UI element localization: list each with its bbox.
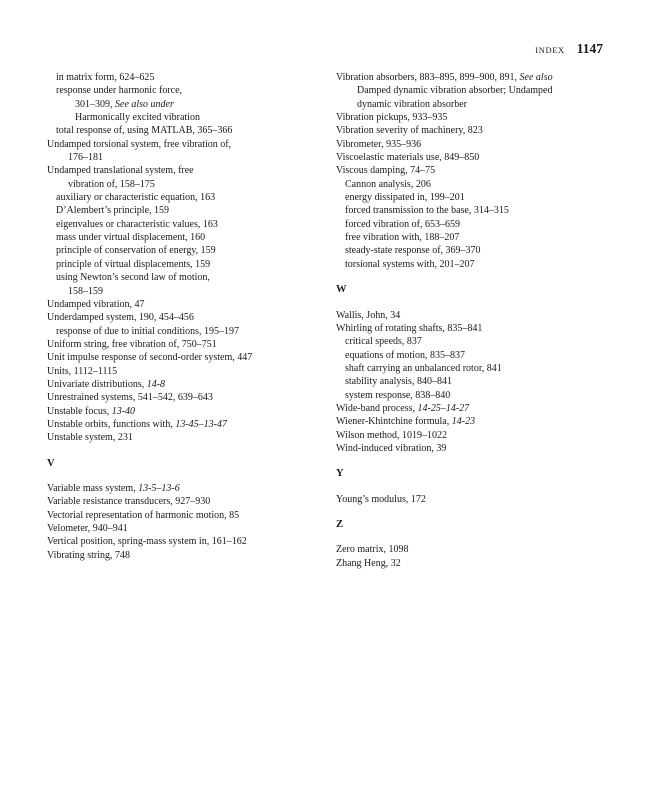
- entry-text: in matrix form, 624–625: [56, 72, 155, 83]
- entry-text: Unstable system, 231: [47, 432, 133, 444]
- entry-text: Zhang Heng, 32: [336, 557, 401, 569]
- index-entry: [47, 258, 332, 271]
- index-entry: [336, 258, 621, 271]
- index-entry: [47, 298, 332, 311]
- entry-italic-reference: See also under: [115, 98, 174, 110]
- index-entry: [336, 164, 621, 177]
- index-entry: [47, 231, 332, 244]
- entry-text: system response, 838–840: [345, 389, 451, 401]
- entry-text: dynamic vibration absorber: [357, 98, 467, 110]
- index-entry: [47, 111, 332, 124]
- index-entry: [336, 84, 621, 97]
- entry-italic-reference: 14-23: [451, 416, 476, 428]
- entry-text: Wide-band process,: [336, 402, 418, 414]
- index-entry: [336, 244, 621, 257]
- index-entry: [336, 442, 621, 455]
- index-entry: [336, 429, 621, 442]
- header-label: INDEX: [535, 45, 565, 55]
- entry-italic-reference: 14-25–14-27: [417, 402, 470, 414]
- index-entry: [336, 111, 621, 124]
- index-entry: [47, 509, 332, 522]
- index-entry: [47, 191, 332, 204]
- entry-text: auxiliary or characteristic equation, 163: [56, 192, 216, 204]
- entry-text: Underdamped system, 190, 454–456: [47, 312, 194, 324]
- index-entry: [336, 557, 621, 570]
- index-entry: [336, 218, 621, 231]
- entry-text: critical speeds, 837: [345, 336, 422, 348]
- entry-text: Zero matrix, 1098: [336, 544, 409, 556]
- section-spacer: [336, 481, 621, 493]
- index-entry: [47, 535, 332, 548]
- index-entry: [336, 309, 621, 322]
- entry-text: Wind-induced vibration, 39: [336, 442, 447, 454]
- section-spacer: [47, 470, 332, 482]
- index-entry: [336, 543, 621, 556]
- index-entry: [336, 191, 621, 204]
- index-entry: [336, 138, 621, 151]
- index-entry: [336, 415, 621, 428]
- index-column-right: [336, 71, 621, 570]
- entry-text: torsional systems with, 201–207: [345, 258, 475, 270]
- entry-text: Unrestrained systems, 541–542, 639–643: [47, 392, 213, 404]
- index-entry: [336, 389, 621, 402]
- index-entry: [47, 338, 332, 351]
- section-spacer: [336, 455, 621, 467]
- entry-italic-reference: 13-45–13-47: [175, 418, 227, 430]
- index-entry: [336, 98, 621, 111]
- index-entry: [47, 204, 332, 217]
- entry-text: Variable mass system,: [47, 482, 139, 494]
- entry-text: Variable resistance transducers, 927–930: [47, 496, 211, 508]
- entry-text: steady-state response of, 369–370: [345, 245, 481, 257]
- index-entry: [47, 325, 332, 338]
- entry-text: Damped dynamic vibration absorber; Undamped: [357, 85, 553, 97]
- entry-italic-reference: 14-8: [146, 378, 166, 390]
- entry-text: Young’s modulus, 172: [336, 493, 426, 505]
- entry-text: Undamped vibration, 47: [47, 298, 145, 310]
- index-entry: [47, 138, 332, 151]
- index-entry: [47, 549, 332, 562]
- entry-text: Vibration pickups, 933–935: [336, 112, 448, 124]
- entry-text: Vibrating string, 748: [47, 549, 131, 561]
- index-entry: [47, 151, 332, 164]
- index-column-left: [47, 71, 332, 562]
- index-entry: [47, 431, 332, 444]
- entry-text: Vertical position, spring-mass system in, 161–162: [47, 536, 247, 548]
- entry-text: Velometer, 940–941: [47, 523, 128, 534]
- index-entry: [47, 178, 332, 191]
- page-number: 1147: [576, 41, 603, 56]
- entry-text: total response of, using MATLAB, 365–366: [56, 125, 233, 137]
- entry-text: Vibration severity of machinery, 823: [336, 125, 483, 137]
- entry-text: response under harmonic force,: [56, 85, 183, 97]
- index-entry: [336, 178, 621, 191]
- section-letter-heading: Z: [336, 518, 344, 530]
- entry-text: using Newton’s second law of motion,: [56, 272, 210, 284]
- entry-text: Uniform string, free vibration of, 750–751: [47, 338, 217, 350]
- entry-text: response of due to initial conditions, 195–197: [56, 325, 240, 337]
- entry-text: Viscoelastic materials use, 849–850: [336, 152, 480, 164]
- entry-text: Vibrometer, 935–936: [336, 138, 422, 150]
- entry-italic-reference: 13-40: [111, 405, 136, 417]
- entry-text: Wilson method, 1019–1022: [336, 429, 447, 441]
- entry-text: 158–159: [68, 285, 103, 297]
- entry-text: Unit impulse response of second-order system, 447: [47, 352, 253, 364]
- index-entry: [47, 405, 332, 418]
- entry-text: Units, 1112–1115: [47, 365, 118, 377]
- entry-text: Vibration absorbers, 883–895, 899–900, 891,: [336, 72, 520, 83]
- entry-text: mass under virtual displacement, 160: [56, 232, 206, 244]
- index-entry: [336, 349, 621, 362]
- index-entry: [47, 522, 332, 535]
- index-entry: [47, 84, 332, 97]
- index-entry: [336, 375, 621, 388]
- entry-text: Univariate distributions,: [47, 378, 147, 390]
- entry-italic-reference: See also: [519, 72, 553, 83]
- index-entry: [47, 218, 332, 231]
- entry-text: D’Alembert’s principle, 159: [56, 205, 170, 217]
- entry-text: Undamped torsional system, free vibration of,: [47, 138, 232, 150]
- entry-text: Whirling of rotating shafts, 835–841: [336, 322, 483, 334]
- index-entry: [47, 285, 332, 298]
- index-entry: [47, 365, 332, 378]
- entry-text: Cannon analysis, 206: [345, 178, 431, 190]
- entry-text: eigenvalues or characteristic values, 163: [56, 218, 218, 230]
- section-spacer: [336, 531, 621, 543]
- index-entry: [47, 495, 332, 508]
- index-entry: [47, 244, 332, 257]
- entry-text: shaft carrying an unbalanced rotor, 841: [345, 362, 502, 374]
- entry-text: 176–181: [68, 152, 103, 164]
- index-entry: [336, 362, 621, 375]
- section-spacer: [336, 506, 621, 518]
- index-entry: [336, 151, 621, 164]
- section-letter-heading: V: [47, 457, 55, 469]
- section-spacer: [336, 297, 621, 309]
- entry-text: Wallis, John, 34: [336, 309, 401, 321]
- entry-text: 301–309,: [75, 98, 115, 110]
- entry-text: free vibration with, 188–207: [345, 232, 460, 244]
- entry-text: equations of motion, 835–837: [345, 349, 465, 361]
- entry-text: forced transmission to the base, 314–315: [345, 205, 509, 217]
- section-spacer: [47, 445, 332, 457]
- entry-text: Harmonically excited vibration: [75, 112, 200, 124]
- entry-text: stability analysis, 840–841: [345, 376, 452, 388]
- entry-text: principle of conservation of energy, 159: [56, 245, 216, 257]
- index-entry: [336, 402, 621, 415]
- index-entry: [47, 378, 332, 391]
- index-entry: [47, 164, 332, 177]
- entry-text: principle of virtual displacements, 159: [56, 258, 211, 270]
- index-entry: [336, 231, 621, 244]
- index-entry: [336, 322, 621, 335]
- entry-text: forced vibration of, 653–659: [345, 218, 460, 230]
- section-letter-heading: Y: [336, 468, 344, 480]
- index-entry: [336, 71, 621, 84]
- index-entry: [47, 482, 332, 495]
- index-entry: [336, 204, 621, 217]
- entry-text: Viscous damping, 74–75: [336, 165, 436, 177]
- index-entry: [336, 335, 621, 348]
- index-entry: [47, 311, 332, 324]
- entry-italic-reference: 13-5–13-6: [138, 482, 180, 494]
- index-entry: [47, 418, 332, 431]
- index-entry: [336, 124, 621, 137]
- index-entry: [336, 493, 621, 506]
- entry-text: Vectorial representation of harmonic motion, 85: [47, 509, 240, 521]
- index-entry: [47, 71, 332, 84]
- entry-text: vibration of, 158–175: [68, 178, 155, 190]
- section-letter-heading: W: [336, 284, 347, 296]
- section-spacer: [336, 271, 621, 283]
- entry-text: Undamped translational system, free: [47, 165, 194, 177]
- entry-text: Unstable focus,: [47, 405, 112, 417]
- index-entry: [47, 351, 332, 364]
- entry-text: Wiener-Khintchine formula,: [336, 416, 452, 428]
- index-entry: [47, 391, 332, 404]
- entry-text: energy dissipated in, 199–201: [345, 192, 465, 204]
- running-header: [535, 41, 603, 57]
- entry-text: Unstable orbits, functions with,: [47, 418, 176, 430]
- index-entry: [47, 98, 332, 111]
- index-entry: [47, 124, 332, 137]
- index-entry: [47, 271, 332, 284]
